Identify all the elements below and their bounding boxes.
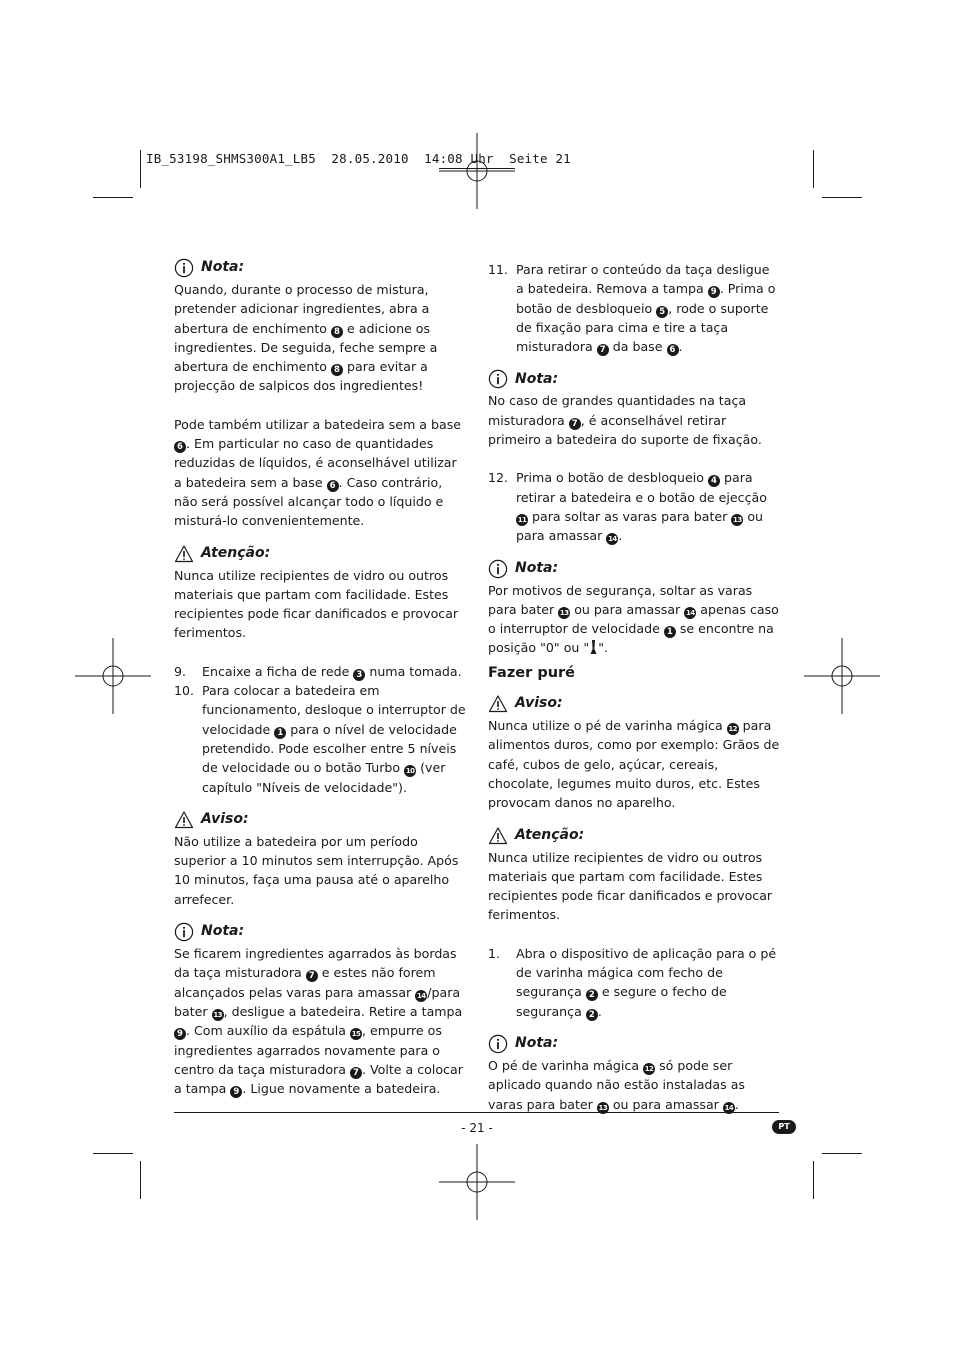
- note-title: Nota:: [201, 259, 245, 276]
- note-text: Quando, durante o processo de mistura, pretender adicionar ingredientes, abra a abertura de enchimento 8 e adicione os ingredientes. De seguida, feche sempre a abertura de enchimento 8 para evitar a projecção de salpicos dos ingredientes!: [174, 282, 438, 394]
- page-number: - 21 -: [461, 1121, 493, 1135]
- note-text: Se ficarem ingredientes agarrados às bordas da taça misturadora 7 e estes não forem alcançados pelas varas para amassar 14 /para bater 13 , desligue a batedeira. Retire a tampa 9 . Com auxílio da espátula 15 , empurre os ingredientes agarrados novamente para o centro da taça misturadora 7 . Volte a colocar a tampa 9 . Ligue novamente a batedeira.: [174, 946, 463, 1098]
- warning-text: Nunca utilize o pé de varinha mágica 12 para alimentos duros, como por exemplo: Grãos de café, cubos de gelo, açúcar, cereais, chocolate, legumes muito duros, etc. Estes provocam danos no aparelho.: [488, 718, 780, 811]
- part-number-icon: 13: [733, 515, 742, 524]
- crop-mark: [822, 197, 862, 198]
- note-heading: [488, 558, 780, 580]
- info-circle-icon: [174, 258, 194, 278]
- left-column: [174, 257, 466, 1098]
- list-text: Abra o dispositivo de aplicação para o pé de varinha mágica com fecho de segurança 2 e segure o fecho de segurança 2 .: [516, 945, 777, 1020]
- warning-triangle-icon: [488, 694, 508, 714]
- note-title: Nota:: [201, 923, 245, 940]
- list-number: 9.: [174, 663, 187, 679]
- list-text: Para colocar a batedeira em funcionamento, desloque o interruptor de velocidade 1 para o nível de velocidade pretendido. Pode escolher entre 5 níveis de velocidade ou o botão Turbo 10 (ver capítulo "Níveis de velocidade").: [202, 683, 466, 795]
- part-number-icon: 4: [708, 475, 720, 487]
- note-heading: [174, 257, 466, 279]
- list-item: [174, 681, 466, 797]
- part-number-icon: 13: [598, 1103, 608, 1112]
- list-number: 1.: [488, 945, 501, 961]
- list-text: Para retirar o conteúdo da taça desligue a batedeira. Remova a tampa 9 . Prima o botão de desbloqueio 5 , rode o suporte de fixação para cima e tire a taça misturadora 7 da base 6 .: [516, 262, 776, 356]
- language-badge: PT: [772, 1120, 796, 1134]
- list-number: 10.: [174, 683, 195, 699]
- footer-rule: [174, 1112, 779, 1113]
- part-number-icon: 13: [559, 608, 569, 617]
- part-number-icon: 9: [708, 286, 720, 298]
- crop-mark: [140, 150, 141, 188]
- warning-triangle-icon: [174, 810, 194, 830]
- paragraph: Pode também utilizar a batedeira sem a base 6 . Em particular no caso de quantidades reduzidas de líquidos, é aconselhável utilizar a batedeira sem a base 6 . Caso contrário, não será possível alcançar todo o líquido e misturá-lo convenientemente.: [174, 416, 462, 529]
- list-item: [488, 468, 780, 545]
- part-number-icon: 9: [174, 1028, 186, 1040]
- part-number-icon: 14: [685, 608, 695, 617]
- crop-mark: [93, 197, 133, 198]
- note-title: Nota:: [515, 1035, 559, 1052]
- list-number: 11.: [488, 262, 509, 277]
- list-text: Prima o botão de desbloqueio 4 para retirar a batedeira e o botão de ejecção 11 para soltar as varas para bater 13 ou para amassar 14 .: [516, 470, 767, 544]
- part-number-icon: 8: [331, 326, 343, 338]
- part-number-icon: 7: [306, 970, 318, 982]
- note-title: Nota:: [515, 559, 559, 576]
- part-number-icon: 14: [416, 991, 426, 1000]
- crop-mark: [813, 150, 814, 188]
- part-number-icon: 14: [608, 535, 617, 544]
- part-number-icon: 5: [656, 306, 668, 318]
- registration-mark-top: [439, 133, 515, 209]
- note-heading: [174, 921, 466, 943]
- slug-underline: [439, 168, 515, 169]
- crop-mark: [140, 1161, 141, 1199]
- section-title: Fazer puré: [488, 664, 575, 681]
- part-number-icon: 1: [274, 727, 286, 739]
- caution-text: Nunca utilize recipientes de vidro ou outros materiais que partam com facilidade. Estes recipientes pode ficar danificados e provocar ferimentos.: [488, 849, 773, 923]
- info-circle-icon: [488, 559, 508, 579]
- part-number-icon: 13: [213, 1010, 222, 1019]
- part-number-icon: 9: [230, 1086, 242, 1098]
- part-number-icon: 15: [351, 1030, 361, 1039]
- part-number-icon: 2: [586, 989, 598, 1001]
- note-title: Nota:: [515, 370, 559, 387]
- note-heading: [488, 1033, 780, 1055]
- registration-mark-right: [804, 638, 880, 714]
- caution-text: Nunca utilize recipientes de vidro ou outros materiais que partam com facilidade. Estes recipientes pode ficar danificados e provocar ferimentos.: [174, 567, 459, 641]
- caution-title: Atenção:: [201, 544, 271, 561]
- registration-mark-bottom: [439, 1144, 515, 1220]
- warning-heading: [488, 693, 780, 715]
- warning-text: Não utilize a batedeira por um período superior a 10 minutos sem interrupção. Após 10 minutos, faça uma pausa até o aparelho arrefecer.: [174, 833, 459, 907]
- part-number-icon: 14: [724, 1103, 734, 1112]
- info-circle-icon: [488, 1034, 508, 1054]
- warning-triangle-icon: [174, 544, 194, 564]
- part-number-icon: 7: [597, 344, 609, 356]
- part-number-icon: 7: [350, 1067, 362, 1079]
- caution-heading: [488, 825, 780, 847]
- note-heading: [488, 368, 780, 390]
- caution-heading: [174, 543, 466, 565]
- crop-mark: [93, 1153, 133, 1154]
- info-circle-icon: [488, 369, 508, 389]
- info-circle-icon: [174, 922, 194, 942]
- caution-title: Atenção:: [515, 826, 585, 843]
- note-text: No caso de grandes quantidades na taça misturadora 7 , é aconselhável retirar primeiro a batedeira do suporte de fixação.: [488, 393, 762, 448]
- part-number-icon: 12: [644, 1064, 654, 1073]
- part-number-icon: 6: [327, 480, 339, 492]
- warning-title: Aviso:: [515, 695, 563, 712]
- list-item: [488, 260, 780, 356]
- right-column: [488, 260, 780, 1114]
- list-item: [174, 662, 466, 681]
- note-text: O pé de varinha mágica 12 só pode ser aplicado quando não estão instaladas as varas para bater 13 ou para amassar 14 .: [488, 1057, 745, 1112]
- part-number-icon: 6: [667, 344, 679, 356]
- print-slug-line: IB_53198_SHMS300A1_LB5 28.05.2010 14:08 Uhr Seite 21: [146, 151, 571, 166]
- warning-triangle-icon: [488, 826, 508, 846]
- list-item: [488, 944, 780, 1021]
- part-number-icon: 10: [405, 767, 415, 776]
- note-text: Por motivos de segurança, soltar as varas para bater 13 ou para amassar 14 apenas caso o interruptor de velocidade 1 se encontre na posição "0" ou " ".: [488, 582, 779, 656]
- crop-mark: [813, 1161, 814, 1199]
- part-number-icon: 12: [728, 725, 737, 734]
- crop-mark: [822, 1153, 862, 1154]
- turbo-t-symbol-icon: [589, 639, 598, 655]
- part-number-icon: 1: [664, 626, 676, 638]
- part-number-icon: 2: [586, 1009, 598, 1021]
- part-number-icon: 6: [174, 441, 186, 453]
- part-number-icon: 8: [331, 364, 343, 376]
- part-number-icon: 3: [353, 669, 365, 681]
- registration-mark-left: [75, 638, 151, 714]
- warning-title: Aviso:: [201, 811, 249, 828]
- list-number: 12.: [488, 470, 509, 486]
- part-number-icon: 11: [517, 515, 527, 524]
- part-number-icon: 7: [569, 418, 581, 430]
- list-text: Encaixe a ficha de rede 3 numa tomada.: [202, 663, 462, 680]
- warning-heading: [174, 809, 466, 831]
